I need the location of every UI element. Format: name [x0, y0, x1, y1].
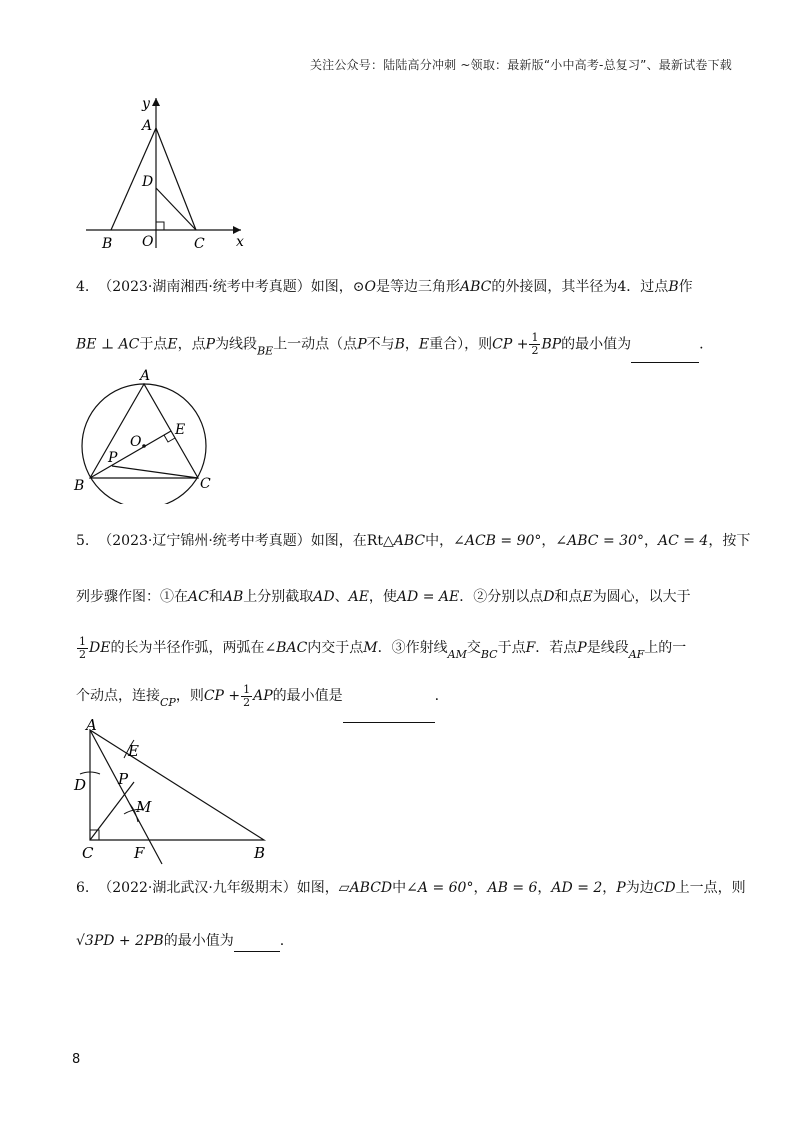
answer-blank-6 — [234, 937, 280, 952]
label-c: C — [194, 236, 205, 252]
label-o: O — [142, 234, 154, 250]
problem-6-line-1: 6. （2022·湖北武汉·九年级期末）如图，▱ABCD中∠A = 60°，AB = 6，AD = 2，P为边CD上一点，则 — [76, 880, 746, 896]
label-d: D — [74, 776, 87, 794]
figure-1-coordinate-triangle — [76, 88, 266, 262]
label-x: x — [236, 234, 244, 250]
answer-blank-5 — [343, 708, 435, 723]
label-a: A — [142, 118, 153, 134]
label-b: B — [74, 478, 85, 494]
label-b: B — [254, 844, 266, 862]
answer-blank-4 — [631, 348, 699, 363]
problem-5-line-4: 个动点，连接$_{CP}$，则CP + $\frac{1}{2}$ AP的最小值是 . — [76, 676, 732, 723]
label-a: A — [86, 718, 97, 734]
label-c: C — [200, 476, 211, 492]
label-m: M — [136, 798, 152, 816]
label-e: E — [128, 742, 139, 760]
label-e: E — [175, 422, 186, 438]
figure-3-right-triangle-construction — [72, 718, 282, 872]
label-p: P — [118, 770, 129, 788]
page-number: 8 — [72, 1052, 81, 1067]
label-o: O — [130, 434, 142, 450]
page-header: 关注公众号：陆陆高分冲刺 ~领取：最新版“小中高考-总复习”、最新试卷下载 — [309, 58, 732, 72]
problem-5-line-2: 列步骤作图：①在AC和AB上分别截取AD、AE，使AD = AE．②分别以点D和点E为圆心，以大于 — [76, 589, 691, 605]
figure-2-circumscribed-triangle — [72, 364, 232, 508]
problem-6-line-2: √3PD + 2PB的最小值为 . — [76, 930, 732, 952]
label-b: B — [102, 236, 113, 252]
problem-5-line-1: 5. （2023·辽宁锦州·统考中考真题）如图，在Rt△ABC中，∠ACB = 90°，∠ABC = 30°，AC = 4，按下 — [76, 533, 751, 549]
label-f: F — [134, 844, 145, 862]
problem-4-line-2: BE ⊥ AC于点E，点P为线段$_{BE}$上一动点（点P不与B，E重合），则CP + $\frac{1}{2}$ BP的最小值为 . — [76, 332, 732, 363]
problem-5-line-3: $\frac{1}{2}$ DE的长为半径作弧，两弧在∠BAC内交于点M．③作射线$_{AM}$交$_{BC}$于点F．若点P是线段$_{AF}$上的一 — [79, 634, 687, 661]
label-d: D — [142, 174, 154, 190]
label-y: y — [142, 96, 150, 112]
label-p: P — [108, 450, 118, 466]
label-c: C — [82, 844, 94, 862]
label-a: A — [140, 368, 151, 384]
problem-4-line-1: 4. （2023·湖南湘西·统考中考真题）如图，⊙O是等边三角形ABC的外接圆，其半径为4．过点B作 — [76, 279, 693, 295]
